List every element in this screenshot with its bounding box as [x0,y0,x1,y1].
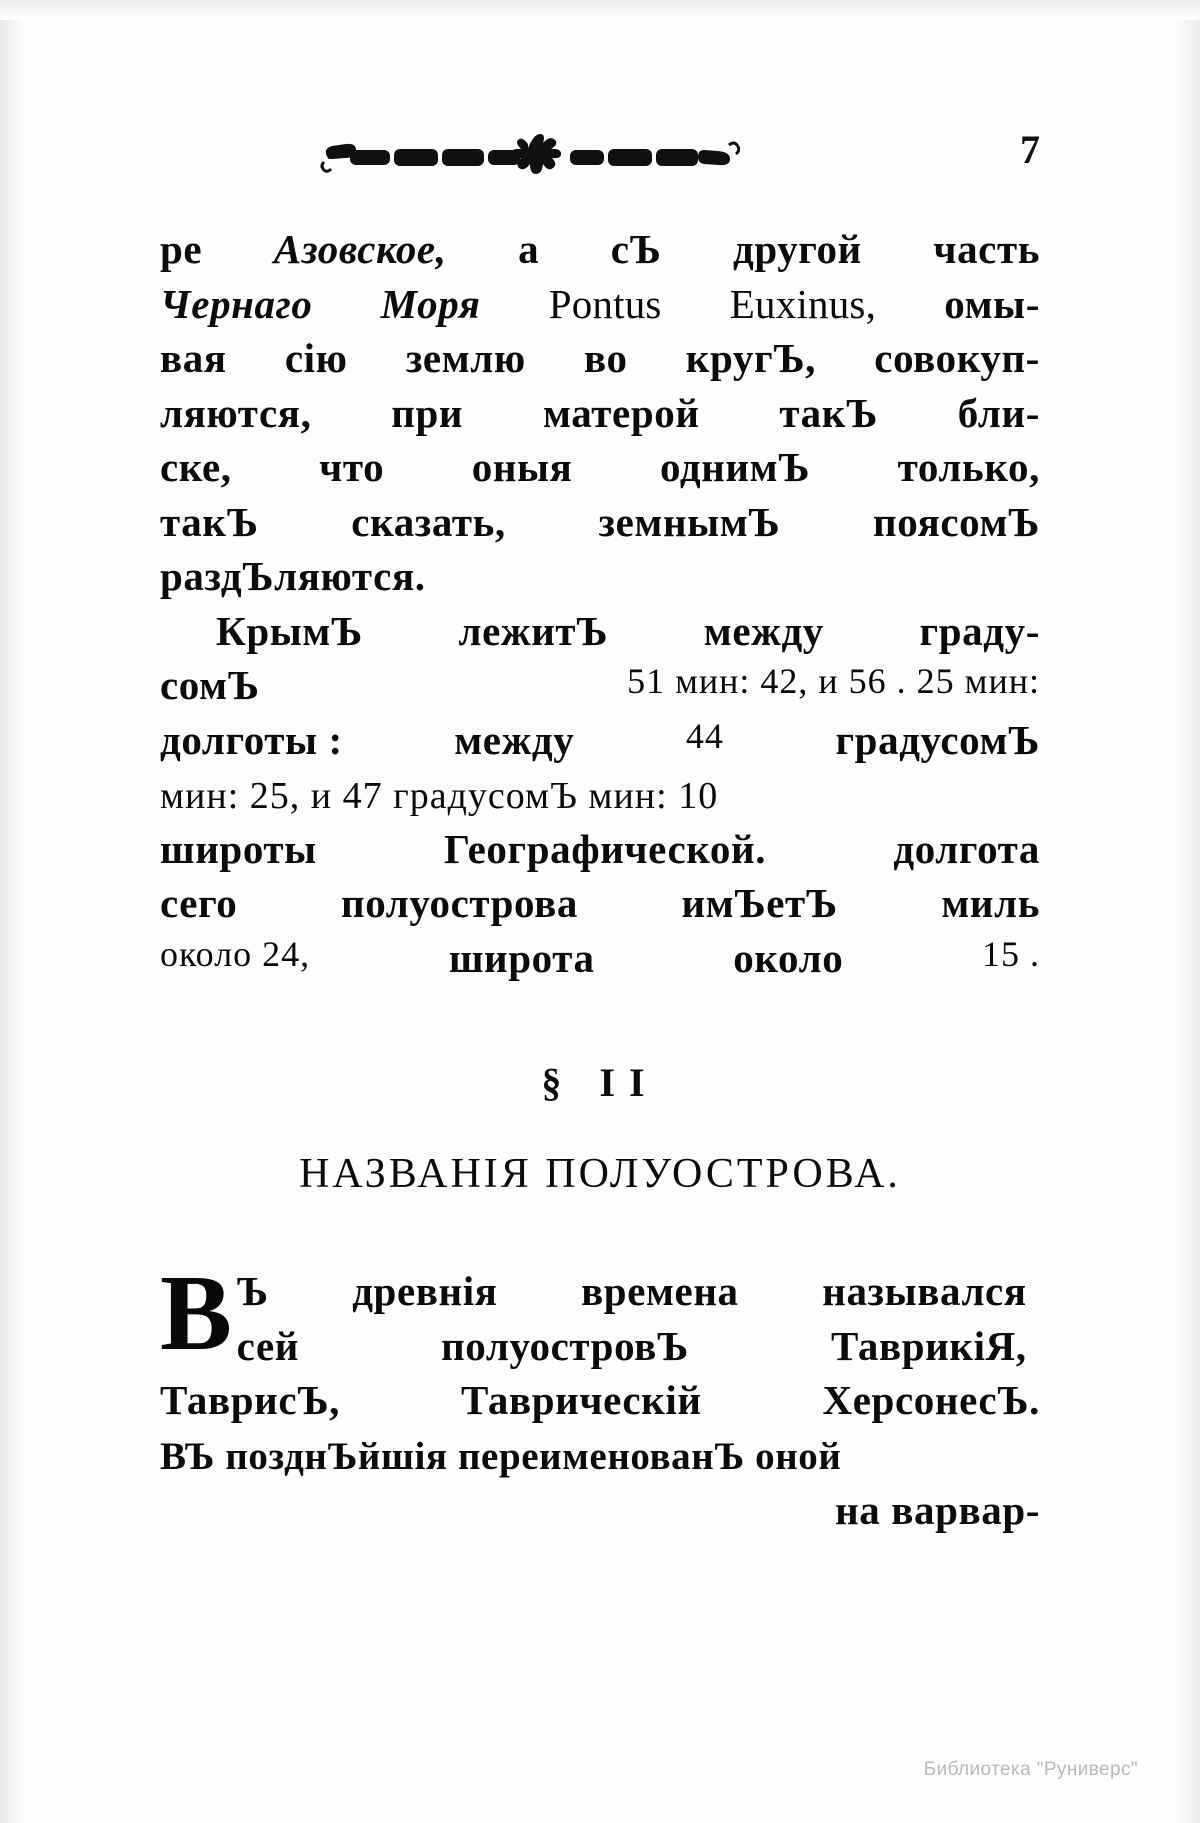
paragraph-continuation [160,222,1040,604]
text-line: сей полуостровЪ ТаврикіЯ, [236,1322,1027,1369]
text-line: ВЪ позднЪйшія переименованЪ оной [160,1434,842,1478]
text-line: ляются, при матерой такЪ бли- [160,389,1040,436]
text-line: на варвар- [835,1486,1040,1533]
text-line: сомЪ 51 мин: 42, и 56 . 25 мин: [160,661,1040,709]
paragraph-names [160,1254,1040,1537]
paragraph-coordinates [160,604,1040,986]
text-line: раздЪляются. [160,553,426,600]
decorative-rule-ornament [320,128,740,188]
text-line: ске, что оныя однимЪ только, [160,444,1040,491]
text-line: КрымЪ лежитЪ между граду- [216,607,1040,654]
scan-edge-left [0,0,26,1823]
text-line: вая сію землю во кругЪ, совокуп- [160,335,1040,382]
page-header [160,120,1040,200]
text-line: Чернаго Моря Pontus Euxinus, омы- [160,280,1040,327]
library-watermark: Библиотека "Руниверс" [923,1759,1138,1780]
scan-edge-top [0,0,1200,20]
text-line: сего полуострова имЪетЪ миль [160,880,1040,927]
section-heading: НАЗВАНІЯ ПОЛУОСТРОВА. [299,1151,901,1198]
section-marker: § II [541,1060,659,1106]
text-line: ТаврисЪ, Таврическій ХерсонесЪ. [160,1377,1040,1424]
text-line: около 24, широта около 15 . [160,933,1040,981]
scan-edge-right [1174,0,1200,1823]
text-line: мин: 25, и 47 градусомЪ мин: 10 [160,775,719,818]
text-line: такЪ сказать, земнымЪ поясомЪ [160,498,1040,545]
text-line: Ъ древнія времена назывался [236,1268,1027,1315]
page-content [160,120,1040,1537]
text-line: ре Азовское, а сЪ другой часть [160,226,1040,272]
text-line: долготы : между 44 градусомЪ [160,715,1040,763]
page-number: 7 [1020,127,1040,172]
text-line: широты Географической. долгота [160,825,1040,872]
drop-cap: В [160,1254,233,1374]
